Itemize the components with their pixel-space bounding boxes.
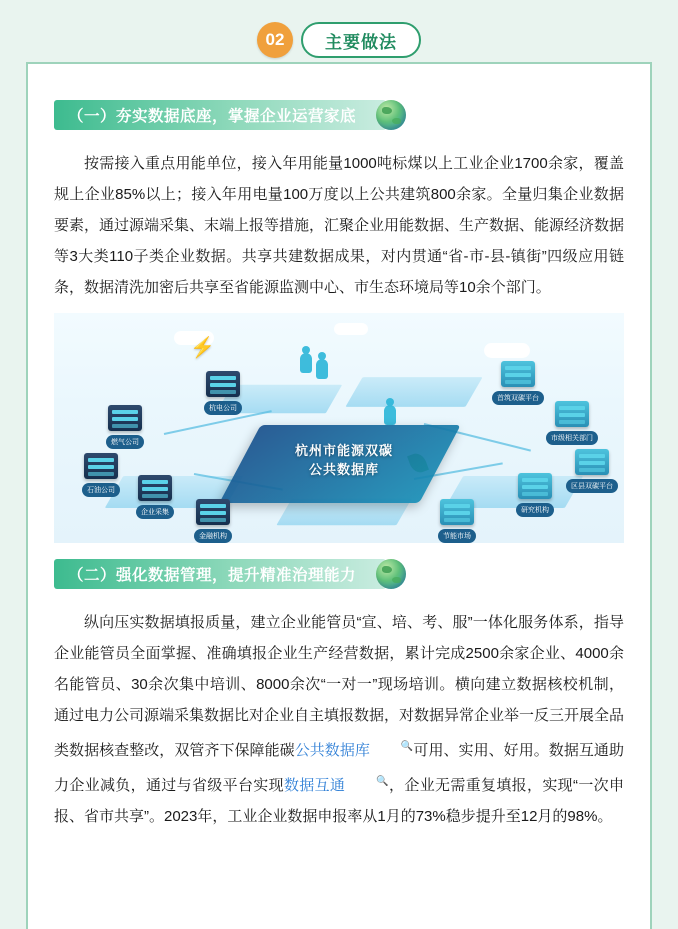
server-icon [440, 499, 474, 525]
section-header [0, 22, 678, 58]
node-label: 市级相关部门 [546, 431, 598, 445]
server-icon [206, 371, 240, 397]
subsection-heading-text-1: （一）夯实数据底座，掌握企业运营家底 [68, 108, 357, 125]
server-icon [575, 449, 609, 475]
illustration-node [204, 371, 242, 415]
node-label: 研究机构 [516, 503, 554, 517]
lightning-bolt-icon: ⚡ [190, 337, 215, 359]
document-content [28, 64, 650, 927]
globe-icon [376, 559, 406, 589]
globe-icon [376, 100, 406, 130]
illustration-node [194, 499, 232, 543]
section-number-badge: 02 [257, 22, 293, 58]
subsection-heading-1 [54, 100, 624, 130]
illustration-node [546, 401, 598, 445]
server-icon [555, 401, 589, 427]
illustration-node [492, 361, 544, 405]
platform-shape [345, 377, 482, 407]
central-database-title-line1: 杭州市能源双碳 [294, 443, 393, 458]
node-label: 金融机构 [194, 529, 232, 543]
illustration-energy-data-platform [54, 313, 624, 543]
server-icon [138, 475, 172, 501]
link-public-database[interactable]: 公共数据库 [294, 742, 370, 759]
node-label: 节能市场 [438, 529, 476, 543]
server-icon [84, 453, 118, 479]
subsection-heading-bar-2 [54, 559, 386, 589]
subsection-heading-2 [54, 559, 624, 589]
node-label: 燃气公司 [106, 435, 144, 449]
illustration-node [136, 475, 174, 519]
node-label: 企业采集 [136, 505, 174, 519]
paragraph-1: 按需接入重点用能单位，接入年用能量1000吨标煤以上工业企业1700余家，覆盖规上企业85%以上；接入年用电量100万度以上公共建筑800余家。全量归集企业数据要素，通过源端采集、末端上报等措施，汇聚企业用能数据、生产数据、能源经济数据等3大类110子类企业数据。共享共建数据成果，对内贯通“省-市-县-镇街”四级应用链条，数据清洗加密后共享至省能源监测中心、市生态环境局等10余个部门。 [54, 155, 625, 296]
illustration-node [438, 499, 476, 543]
server-icon [518, 473, 552, 499]
paragraph-2-part-1: 纵向压实数据填报质量，建立企业能管员“宣、培、考、服”一体化服务体系，指导企业能管员全面掌握、准确填报企业生产经营数据，累计完成2500余家企业、4000余名能管员、30余次集中培训、8000余次“一对一”现场培训。横向建立数据核校机制，通过电力公司源端采集数据比对企业自主填报数据，对数据异常企业举一反三开展全品类数据核查整改，双管齐下保障能碳 [54, 614, 625, 759]
subsection-heading-text-2: （二）强化数据管理，提升精准治理能力 [68, 567, 357, 584]
cloud-shape [484, 343, 530, 358]
illustration-node [566, 449, 618, 493]
search-icon: 🔍 [376, 776, 389, 787]
person-icon [384, 405, 396, 425]
illustration-node [82, 453, 120, 497]
server-icon [501, 361, 535, 387]
node-label: 区县双碳平台 [566, 479, 618, 493]
subsection-heading-bar-1 [54, 100, 386, 130]
server-icon [108, 405, 142, 431]
node-label: 杭电公司 [204, 401, 242, 415]
central-database-title-line2: 公共数据库 [308, 462, 379, 477]
person-icon [316, 359, 328, 379]
person-icon [300, 353, 312, 373]
illustration-node [516, 473, 554, 517]
link-data-interconnect[interactable]: 数据互通 [283, 777, 346, 794]
central-database-label [254, 441, 434, 479]
node-label: 石油公司 [82, 483, 120, 497]
paragraph-2-part-3: ，企业无需重复填报，实现“一次申报、省市共享”。2023年，工业企业数据申报率从1月的73%稳步提升至12月的98%。 [54, 777, 624, 825]
server-icon [196, 499, 230, 525]
search-icon: 🔍 [400, 741, 414, 752]
paragraph-2 [54, 607, 624, 832]
illustration-node [106, 405, 144, 449]
paragraph-2-part-2: 可用、实用、好用。数据互通助力企业减负，通过与省级平台实现 [54, 742, 624, 794]
node-label: 首筑双碳平台 [492, 391, 544, 405]
section-title-pill: 主要做法 [301, 22, 421, 58]
cloud-shape [334, 323, 368, 335]
